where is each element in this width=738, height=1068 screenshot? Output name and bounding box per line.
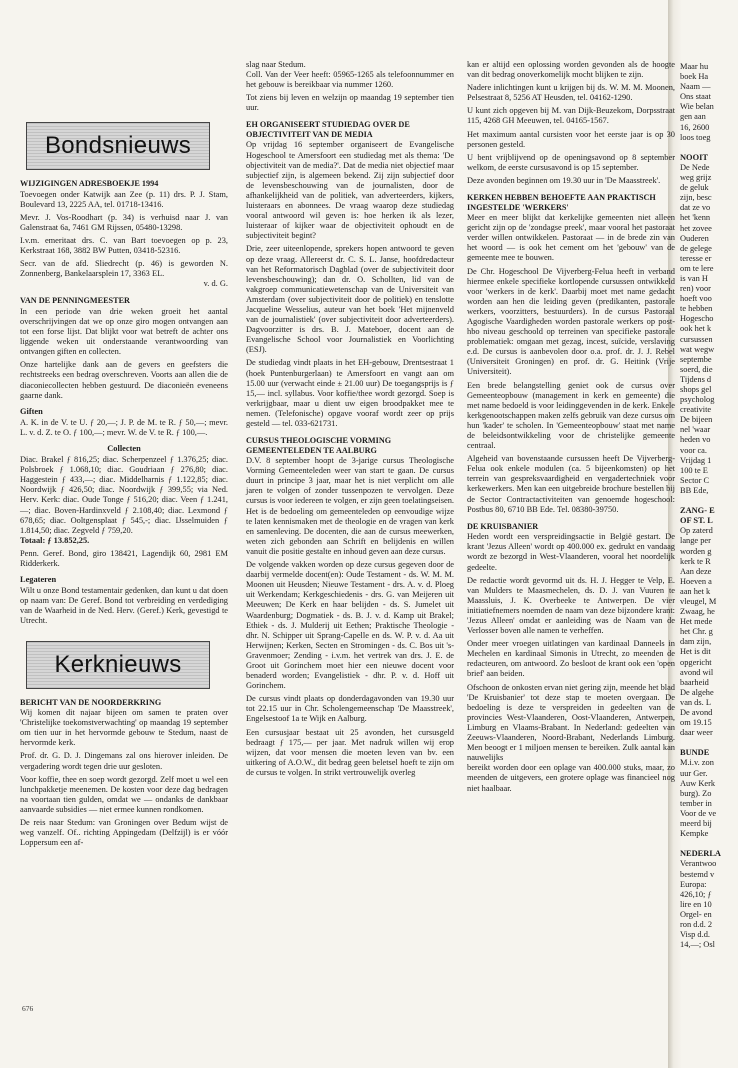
cropped-text-line: lange per bbox=[680, 536, 711, 546]
cropped-text-line: ZANG- E bbox=[680, 506, 715, 516]
paragraph: In een periode van drie weken groeit het aantal overschrijvingen dat we op onze giro mogen ontvangen aan tot een forse lijst. Dat blijkt voor wat betreft de achter ons liggende weken uit onderstaande verantwoording van ontvangen giften en collecten. bbox=[20, 306, 228, 357]
cropped-text-line: Orgel- en bbox=[680, 909, 712, 919]
cropped-text-line: hoeft voo bbox=[680, 294, 712, 304]
cropped-text-line: Voor de ve bbox=[680, 808, 717, 818]
column-2 bbox=[246, 60, 454, 781]
paragraph: Een cursusjaar bestaat uit 25 avonden, het cursusgeld bedraagt ƒ 175,— per jaar. Met nadruk willen wij erop wijzen, dat voor mensen die moeten leven van bv. een uitkering of A.O.W., dit bedrag geen beletsel hoeft te zijn om de cursus te volgen. In strikt vertrouwelijk overleg bbox=[246, 727, 454, 777]
cropped-text-line: van ds. L bbox=[680, 697, 711, 707]
paragraph: U bent vrijblijvend op de openingsavond op 8 september welkom, de eerste cursusavond is op 15 september. bbox=[467, 152, 675, 172]
cropped-text-line: Aan deze bbox=[680, 566, 712, 576]
section-banner-kerknieuws bbox=[26, 641, 210, 689]
paragraph: Op vrijdag 16 september organiseert de Evangelische Hogeschool te Amersfoort een studiedag met als thema: 'De objectiviteit van de media?'. Dat de media niet objectief maar subjectief zijn, is algemeen bekend. Zij zijn subjectief door de levensbeschouwing van de journalisten, door de afhankelijkheid van de politiek, van adverteerders, kijkers, luisteraars en abonnees. De vraag waarop deze studiedag vooral antwoord wil geven is: hoe herken ik als lezer, luisteraar of kijker waar de objectiviteit ophoudt en de subjectiviteit begint? bbox=[246, 140, 454, 241]
cropped-text-line: loos toeg bbox=[680, 132, 711, 142]
paragraph: Onder meer vroegen uitlatingen van kardinaal Danneels in Mechelen en kardinaal Simonis in Utrecht, zo meenden de redacteuren, om antwoord. Zo besloot de krant ook een 'open brief' aan beiden. bbox=[467, 639, 675, 679]
cropped-text-line: vleugel, M bbox=[680, 596, 717, 606]
cropped-text-line: baarheid bbox=[680, 677, 709, 687]
cropped-text-line: boek Ha bbox=[680, 72, 709, 82]
heading: EH ORGANISEERT STUDIEDAG OVER DE OBJECTIVITEIT VAN DE MEDIA bbox=[246, 120, 410, 139]
cropped-text-line: BB Ede, bbox=[680, 485, 709, 495]
paragraph: kan er altijd een oplossing worden gevonden als de hoogte van dit bedrag onoverkomelijk mocht blijken te zijn. bbox=[467, 60, 675, 80]
cropped-text-line: lire en 10 bbox=[680, 899, 712, 909]
cropped-text-line: Op zaterd bbox=[680, 526, 713, 536]
cropped-text-line: weg grijz bbox=[680, 173, 712, 183]
cropped-text-line: is van H bbox=[680, 273, 708, 283]
cropped-text-line: De algehe bbox=[680, 687, 714, 697]
cropped-text-line: opgericht bbox=[680, 657, 712, 667]
cropped-text-line bbox=[680, 496, 738, 506]
paragraph: Toevoegen onder Katwijk aan Zee (p. 11) drs. P. J. Stam, Boulevard 13, 2225 AA, tel. 01718-13416. bbox=[20, 189, 228, 209]
paragraph: Ofschoon de onkosten ervan niet gering zijn, meende het blad 'De Kruisbanier' tot deze stap te moeten overgaan. De bedoeling is deze te verspreiden in gedeelten van de provincies West-Vlaanderen, Oost-Vlaanderen, Antwerpen, Limburg en Vlaams-Brabant. In Nederland: gedeelten van Zeeuws-Vlaanderen, Noord-Brabant, Nederlands Limburg. Men beoogt er 1 miljoen mensen te bereiken. Zulk aantal kan nauwelijks bbox=[467, 682, 675, 763]
paragraph: D.V. 8 september hoopt de 3-jarige cursus Theologische Vorming Gemeenteleden weer van start te gaan. De cursus duurt in principe 3 jaar, maar het is niet verplicht om alle jaren te volgen of zonder tussenpozen te vervolgen. Deze cursus is voor iedereen te volgen, er zijn geen toelatingseisen. Het is de bedoeling om gemeenteleden op eenvoudige wijze te laten kennismaken met de theologie en de vragen van kerk en samenleving. De docenten, die aan de cursus meewerken, weten zich gebonden aan Schrift en belijdenis en willen vanuit die positie gestalte en inhoud geven aan deze cursus. bbox=[246, 456, 454, 556]
cropped-text-line: NEDERLA bbox=[680, 849, 721, 859]
cropped-text-line: Ons staat bbox=[680, 92, 711, 102]
cropped-text-line: voor ca. bbox=[680, 445, 707, 455]
cropped-text-line: dam zijn, bbox=[680, 637, 712, 647]
cropped-text-line: Hoeven a bbox=[680, 576, 712, 586]
column-1 bbox=[20, 38, 228, 851]
cropped-text-line: soerd, die bbox=[680, 364, 713, 374]
column-4-cropped bbox=[680, 62, 738, 950]
subheading: Giften bbox=[20, 406, 43, 416]
paragraph: Drie, zeer uiteenlopende, sprekers hopen antwoord te geven op deze vraag. Allereerst dr. C. S. L. Janse, hoofdredacteur van het Reformatorisch Dagblad (over de subjectiviteit door levensbeschouwing); dan dr. O. Schollten, lid van de vakgroep communicatiewetenschap van de Universiteit van Amsterdam (over subjectiviteit door de politiek) en tenslotte Jacqueline Wesselius, auteur van het boek 'Het mijnenveld van de journalistiek' (over subjectiviteit door adverteerders). Dagvoorzitter is drs. B. J. Mateboer, docent aan de Evangelische School voor Journalistiek en Voorlichting (ESJ). bbox=[246, 244, 454, 355]
paragraph: Secr. van de afd. Sliedrecht (p. 46) is geworden N. Zonnenberg, Bankelaarsplein 17, 3363 EL. bbox=[20, 259, 228, 279]
paragraph: Wilt u onze Bond testamentair gedenken, dan kunt u dat doen op naam van: De Geref. Bond tot verbreiding en verdediging van de Waarheid in de Ned. Herv. (Geref.) Kerk, gevestigd te Utrecht. bbox=[20, 586, 228, 626]
paragraph: Nadere inlichtingen kunt u krijgen bij ds. W. M. M. Moonen, Pelsestraat 8, 5256 AT Heusden, tel. 04162-1290. bbox=[467, 83, 675, 103]
cropped-text-line: Maar hu bbox=[680, 62, 709, 71]
cropped-text-line bbox=[680, 143, 738, 153]
page-number: 676 bbox=[22, 1004, 34, 1013]
paragraph: Voor koffie, thee en soep wordt gezorgd. Zelf moet u wel een lunchpakketje meenemen. De kosten voor deze dag bedragen na voortaan tien gulden, omdat we — ondanks de dankbaar aanvaarde subsidies — niet ermee kunnen rondkomen. bbox=[20, 774, 228, 814]
paragraph: Algeheid van bovenstaande cursussen heeft De Vijverberg-Felua ook enkele modulen (ca. 5 bijeenkomsten) op het terrein van gespreksvaardigheid en vergadertechniek voor kerkewerkers. Men kan een uitgebreide brochure bestellen bij de Sector Contractactiviteiten van genoemde hogeschool: Postbus 80, 6710 BB Ede. Tel. 08380-39750. bbox=[467, 454, 675, 514]
paragraph: Diac. Brakel ƒ 816,25; diac. Scherpenzeel ƒ 1.376,25; diac. Polsbroek ƒ 1.068,10; diac. Goudriaan ƒ 276,80; diac. Haggestein ƒ 433,—; diac. Middelharnis ƒ 1.122,85; diac. Noordwijk ƒ 426,50; diac. Noordwijk ƒ 399,55; via Ned. Herv. Kerk: diac. Oude Tonge ƒ 516,20; diac. Veen ƒ 1.241,—; diac. Boven-Hardinxveld ƒ 2.108,40; diac. Lexmond ƒ 678,65; diac. Ooltgensplaat ƒ 545,-; diac. IJsselmuiden ƒ 1.814,50; diac. Zegveld ƒ 759,20. bbox=[20, 455, 228, 535]
cropped-text-line: De bijeen bbox=[680, 415, 713, 425]
cropped-text-line: het zovee bbox=[680, 223, 712, 233]
cropped-text-line: Auw Kerk bbox=[680, 778, 716, 788]
cropped-text-line: om te lere bbox=[680, 263, 714, 273]
cropped-text-line: De avond bbox=[680, 708, 713, 717]
cropped-text-line: nel 'waar bbox=[680, 425, 711, 435]
cropped-text-line: teresse er bbox=[680, 253, 712, 263]
cropped-text-line: OF ST. L bbox=[680, 516, 713, 526]
paragraph: I.v.m. emeritaat drs. C. van Bart toevoegen op p. 23, Kerkstraat 168, 3882 BW Putten, 03418-52316. bbox=[20, 235, 228, 255]
cropped-text-line: kerk te R bbox=[680, 556, 711, 566]
cropped-text-line: bestemd v bbox=[680, 869, 715, 879]
cropped-text-line: BUNDE bbox=[680, 748, 710, 758]
cropped-text-line bbox=[680, 738, 738, 748]
paragraph: bereikt worden door een oplage van 400.000 stuks, maar, zo meenden de uitgevers, een grotere oplage was financieel nog niet haalbaar. bbox=[467, 763, 675, 793]
total: Totaal: ƒ 13.852,25. bbox=[20, 535, 90, 545]
banner-title: Bondsnieuws bbox=[44, 131, 192, 159]
cropped-text-line: M.i.v. zon bbox=[680, 758, 714, 768]
cropped-text-line: cursussen bbox=[680, 334, 713, 344]
cropped-text-line: aan het k bbox=[680, 586, 711, 596]
cropped-text-line: Europa: bbox=[680, 879, 707, 889]
paragraph: Mevr. J. Vos-Roodhart (p. 34) is verhuisd naar J. van Galenstraat 6a, 7461 GM Rijssen, 05480-13298. bbox=[20, 212, 228, 232]
banner-title: Kerknieuws bbox=[54, 650, 182, 678]
cropped-text-line: Naam — bbox=[680, 82, 711, 92]
paragraph: Tot ziens bij leven en welzijn op maandag 19 september tien uur. bbox=[246, 93, 454, 113]
paragraph: slag naar Stedum. bbox=[246, 60, 306, 69]
paragraph: De cursus vindt plaats op donderdagavonden van 19.30 uur tot 22.15 uur in Chr. Scholengemeenschap 'De Maasstreek', Engelsestoof 1a te Wijk en Aalburg. bbox=[246, 694, 454, 724]
signature: v. d. G. bbox=[203, 279, 228, 289]
cropped-text-line: ook het k bbox=[680, 324, 712, 334]
paragraph: Deze avonden beginnen om 19.30 uur in 'De Maasstreek'. bbox=[467, 175, 661, 185]
cropped-text-line: 426,10; ƒ bbox=[680, 889, 712, 899]
cropped-text-line: Het is dit bbox=[680, 647, 711, 657]
cropped-text-line: Sector C bbox=[680, 475, 710, 485]
cropped-text-line: worden g bbox=[680, 546, 712, 556]
cropped-text-line: Visp d.d. bbox=[680, 930, 710, 940]
paragraph: De reis naar Stedum: van Groningen over Bedum wijst de weg vanzelf. Of.. richting Appingedam (Delfzijl) is er vóór Loppersum een af- bbox=[20, 818, 228, 848]
column-3 bbox=[467, 60, 675, 797]
cropped-text-line: avond wil bbox=[680, 667, 714, 677]
section-banner-bondsnieuws bbox=[26, 122, 210, 170]
heading: WIJZIGINGEN ADRESBOEKJE 1994 bbox=[20, 179, 159, 188]
subheading: Legateren bbox=[20, 575, 57, 585]
cropped-text-line: Het mede bbox=[680, 617, 713, 627]
cropped-text-line: de geluk bbox=[680, 183, 709, 193]
cropped-text-line: zijn, besc bbox=[680, 193, 712, 203]
cropped-text-line: het 'kenn bbox=[680, 213, 711, 223]
cropped-text-line: meerd bij bbox=[680, 819, 712, 829]
paragraph: De redactie wordt gevormd uit ds. H. J. Hegger te Velp, E. van Mulders te Maasmechelen, ds. D. J. van Vuuren te Maassluis, J. K. Overbeeke te Antwerpen. De vier initiatiefnemers noemden de naam van deze bijzondere krant: 'Jezus Alleen' omdat er aanleiding was de Naam van de Verlosser boven alle namen te verheffen. bbox=[467, 575, 675, 636]
cropped-text-line: gen aan bbox=[680, 112, 706, 122]
paragraph: De Chr. Hogeschool De Vijverberg-Felua heeft in verband hiermee enkele specifieke kortlopende cursussen ontwikkeld voor 'werkers in de kerk'. Daarbij moet met name gedacht worden aan hen die leiding geven (predikanten, pastorale werkers, voorzitters, bestuurders). In de cursus Pastoraal Agogische Vaardigheden worden pastorale werkers op post-hbo niveau geschoold op terreinen van specifieke pastorale problematiek: omgaan met gezag, incest, suïcide, verslaving e.d. De cursus is aanbevolen door o.a. prof. dr. J. J. Rebel (Universiteit Groningen) en prof. dr. G. Heitink (Vrije Universiteit). bbox=[467, 266, 675, 377]
cropped-text-line: psycholog bbox=[680, 395, 715, 405]
cropped-text-line: Ouderen bbox=[680, 233, 709, 243]
cropped-text-line: septembe bbox=[680, 354, 712, 364]
cropped-text-line bbox=[680, 839, 738, 849]
heading: BERICHT VAN DE NOORDERKRING bbox=[20, 697, 162, 707]
cropped-text-line: Zwaag, he bbox=[680, 607, 715, 617]
cropped-text-line: creativite bbox=[680, 405, 712, 415]
paragraph: Het maximum aantal cursisten voor het eerste jaar is op 30 personen gesteld. bbox=[467, 129, 675, 149]
paragraph: U kunt zich opgeven bij M. van Dijk-Beuzekom, Dorpsstraat 115, 4268 GH Meeuwen, tel. 04165-1567. bbox=[467, 106, 675, 126]
paragraph: De volgende vakken worden op deze cursus gegeven door de daarbij vermelde docent(en): Oude Testament - ds. W. M. M. Moonen uit Heusden; Nieuwe Testament - drs. A. v. d. Ploeg uit Werkendam; Kerkgeschiedenis - drs. G. van Meijeren uit Meeuwen; De Kerk en haar belijden - ds. S. Jumelet uit Waardenburg; Dogmatiek - ds. B. J. v. d. Kamp uit Brakel; Ethiek - ds. J. Mulderij uit Eethen; Praktische Theologie - dhr. N. Schipper uit Sprang-Capelle en ds. W. P. v. d. Aa uit Herwijnen; Kerken, Secten en Stromingen - ds. C. Bos uit 's-Gravenmoer; Zending - i.v.m. het vertrek van drs. J. E. de Groot uit Gorinchem moet hier een nieuwe docent voor benaderd worden; Evangelistiek - dhr. P. v. d. Hoff uit Gorinchem. bbox=[246, 560, 454, 691]
cropped-text-line: shops gel bbox=[680, 385, 712, 394]
cropped-text-line: Kempke bbox=[680, 829, 709, 839]
cropped-text-line: heden vo bbox=[680, 435, 711, 445]
paragraph: Prof. dr. G. D. J. Dingemans zal ons hierover inleiden. De vergadering wordt tegen drie uur gesloten. bbox=[20, 751, 228, 771]
magazine-page bbox=[20, 38, 675, 1028]
cropped-text-line: tember in bbox=[680, 798, 712, 808]
cropped-text-line: ren) voor bbox=[680, 284, 711, 294]
cropped-text-line: het Chr. g bbox=[680, 627, 713, 637]
paragraph: Wij komen dit najaar bijeen om samen te praten over 'Christelijke toekomstverwachting' op maandag 19 september om tien uur in het hervormde gebouw te Stedum, naast de hervormde kerk. bbox=[20, 708, 228, 748]
paragraph: De studiedag vindt plaats in het EH-gebouw, Drentsestraat 1 (hoek Puntenburgerlaan) te Amersfoort en vangt aan om 15.00 uur (verwacht einde ± 21.00 uur) De toegangsprijs is ƒ 15,— incl. syllabus. Voor koffie/thee wordt gezorgd. Soep is verkrijgbaar, maar u dient uw eigen broodpakket mee te nemen. (Telefonische) opgave vooraf wordt zeer op prijs gesteld — tel. 033-621731. bbox=[246, 358, 454, 428]
cropped-text-line: Hogescho bbox=[680, 314, 714, 324]
cropped-text-line: 16, 2600 bbox=[680, 122, 710, 132]
heading: DE KRUISBANIER bbox=[467, 521, 539, 531]
cropped-text-line: burg). Zo bbox=[680, 788, 712, 798]
paragraph: Coll. Van der Veer heeft: 05965-1265 als telefoonnummer en het gebouw is bereikbaar via nummer 1260. bbox=[246, 70, 454, 90]
heading: VAN DE PENNINGMEESTER bbox=[20, 296, 130, 306]
cropped-text-line: Wie belan bbox=[680, 102, 714, 112]
cropped-text-line: De Nede bbox=[680, 162, 710, 172]
paragraph: Heden wordt een verspreidingsactie in België gestart. De krant 'Jezus Alleen' wordt op 400.000 ex. gedrukt en vandaag wordt ze bezorgd in West-Vlaanderen, vooral het noordelijk gedeelte. bbox=[467, 532, 675, 572]
cropped-text-line: ron d.d. 2 bbox=[680, 919, 713, 929]
paragraph: Onze hartelijke dank aan de gevers en geefsters die rechtstreeks een bedrag overschreven. Voorts aan allen die de diaconiecollecten hebben gestuurd. De diaconieën eveneens gaarne dank. bbox=[20, 360, 228, 400]
cropped-text-line: daar weer bbox=[680, 728, 713, 738]
heading: CURSUS THEOLOGISCHE VORMING GEMEENTELEDEN TE AALBURG bbox=[246, 436, 392, 455]
cropped-text-line: Verantwoo bbox=[680, 859, 717, 869]
cropped-text-line: Vrijdag 1 bbox=[680, 455, 712, 465]
cropped-text-line: NOOIT bbox=[680, 152, 708, 162]
cropped-text-line: de gelege bbox=[680, 243, 712, 253]
paragraph: A. K. in de V. te U. ƒ 20,—; J. P. de M. te R. ƒ 50,—; mevr. L. v. d. Z. te O. ƒ 100,—; mevr. W. de V. te R. ƒ 100,—. bbox=[20, 417, 228, 437]
cropped-text-line: te hebben bbox=[680, 304, 713, 314]
cropped-text-line: 14,—; Osl bbox=[680, 940, 715, 950]
cropped-text-line: uur Ger. bbox=[680, 768, 708, 778]
paragraph: Penn. Geref. Bond, giro 138421, Lagendijk 60, 2981 EM Ridderkerk. bbox=[20, 548, 228, 568]
paragraph: Meer en meer blijkt dat kerkelijke gemeenten niet alleen gericht zijn op de 'zondagse preek', maar vooral het pastoraat verder willen ontwikkelen. Pastoraat — in de brede zin van het woord — is ook het cement om het 'gebouw' van de gemeente mee te bouwen. bbox=[467, 213, 675, 263]
cropped-text-line: 100 te E bbox=[680, 465, 708, 475]
subheading: Collecten bbox=[107, 443, 141, 453]
cropped-text-line: dat ze vo bbox=[680, 203, 711, 213]
cropped-text-line: om 19.15 bbox=[680, 718, 712, 728]
heading: KERKEN HEBBEN BEHOEFTE AAN PRAKTISCH INGESTELDE 'WERKERS' bbox=[467, 193, 656, 212]
paragraph: Een brede belangstelling geniet ook de cursus over Gemeenteopbouw (management in kerk en gemeente) die met name bedoeld is voor leidinggevenden in de kerk. Enkele kerkgenootschappen maken zelfs gebruik van deze cursus om hun 'kader' te scholen. In 'Gemeenteopbouw' staat met name de beleidsontwikkeling voor de christelijke gemeente centraal. bbox=[467, 380, 675, 451]
cropped-text-line: Tijdens d bbox=[680, 374, 712, 384]
cropped-text-line: wat wegw bbox=[680, 344, 715, 354]
